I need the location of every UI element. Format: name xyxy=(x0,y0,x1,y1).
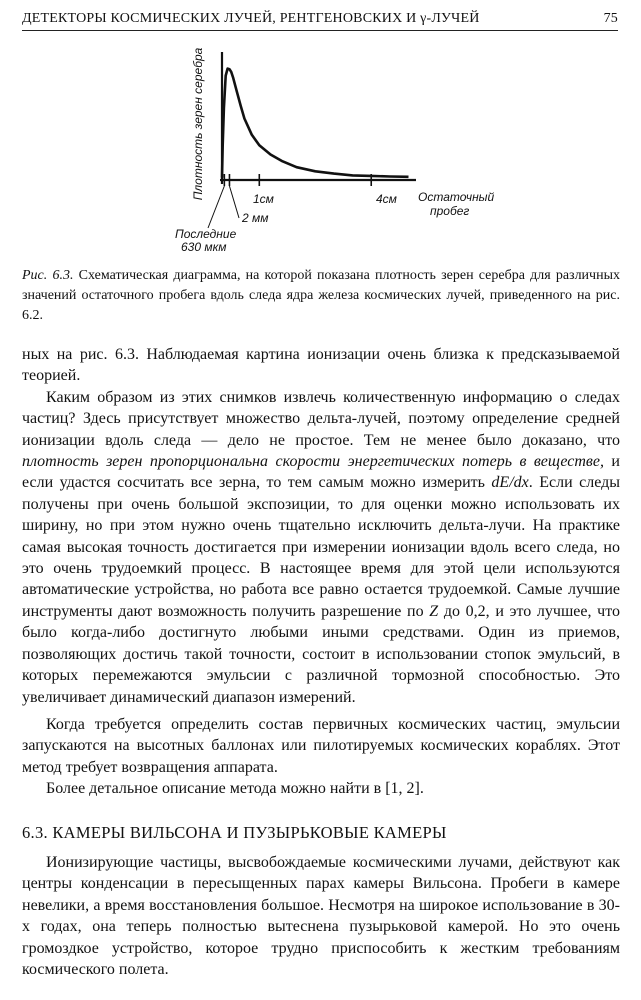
paragraph-text: ных на рис. 6.3. Наблюдаемая картина ионизации очень близка к предсказываемой теорией. xyxy=(22,346,620,385)
section-heading: 6.3. КАМЕРЫ ВИЛЬСОНА И ПУЗЫРЬКОВЫЕ КАМЕРЫ xyxy=(22,822,447,842)
page-number: 75 xyxy=(603,11,618,26)
paragraph xyxy=(22,778,620,799)
figure-caption xyxy=(22,266,620,326)
running-head-title: ДЕТЕКТОРЫ КОСМИЧЕСКИХ ЛУЧЕЙ, РЕНТГЕНОВСКИХ И γ-ЛУЧЕЙ xyxy=(22,11,480,26)
paragraph-text: и если удастся сосчитать все зерна, то тем самым можно измерить xyxy=(22,453,620,492)
paragraph-text: Когда требуется определить состав первичных космических частиц, эмульсии запускаются на высотных баллонах или пилотируемых космических кораблях. Этот метод требует возвращения аппарата. xyxy=(22,715,620,776)
annotation-poslednie: Последние xyxy=(175,227,237,241)
y-axis-label: Плотность зерен серебра xyxy=(191,47,205,201)
emphasis-text: плотность зерен пропорциональна скорости энергетических потерь в веществе, xyxy=(22,453,604,471)
formula-z: Z xyxy=(429,602,439,620)
annotation-630mkm: 630 мкм xyxy=(181,240,227,254)
paragraph-text: Более детальное описание метода можно найти в [1, 2]. xyxy=(46,780,424,798)
grain-density-chart xyxy=(150,40,510,260)
paragraph xyxy=(22,714,620,778)
leader-line-630mkm xyxy=(208,186,224,228)
body-text xyxy=(22,344,620,980)
grain-density-curve xyxy=(222,69,409,178)
tick-label-4cm: 4см xyxy=(376,192,397,206)
leader-line-2mm xyxy=(229,186,239,218)
running-head xyxy=(22,8,618,31)
paragraph-text: Ионизирующие частицы, высвобождаемые космическими лучами, действуют как центры конденсации в пересыщенных парах камеры Вильсона. Пробеги в камере невелики, а время восстановления большое. Несмотря на широкое использование в 30-х годах, она теперь полностью вытеснена пузырьковой камерой. Но это очень громоздкое устройство, которое трудно приспособить к жестким требованиям космического полета. xyxy=(22,853,620,978)
figure-caption-text: Схематическая диаграмма, на которой показана плотность зерен серебра для различных значений остаточного пробега вдоль следа ядра железа космических лучей, приведенного на рис. 6.2. xyxy=(22,268,620,323)
paragraph xyxy=(22,387,620,708)
tick-label-1cm: 1см xyxy=(253,192,274,206)
paragraph xyxy=(22,344,620,387)
paragraph-text: Каким образом из этих снимков извлечь количественную информацию о следах частиц? Здесь присутствует множество дельта-лучей, поэтому определение средней ионизации вдоль следа — дело не простое. Тем не менее было доказано, что xyxy=(22,388,620,449)
x-axis-label-probeg: пробег xyxy=(430,204,470,218)
paragraph-text: . Если следы получены при очень большой экспозиции, то для оценки можно использовать их ширину, но при этом нужно очень тщательно исключить дельта-лучи. На практике самая высокая точность достигается при измерении ионизации вдоль всего следа, но это очень трудоемкий процесс. В настоящее время для этой цели используются автоматические устройства, но работа все равно остается трудоемкой. Самые лучшие инструменты дают возможность получить разрешение по xyxy=(22,474,620,620)
paragraph xyxy=(22,852,620,980)
formula: dE/dx xyxy=(491,474,529,492)
figure-caption-label: Рис. 6.3. xyxy=(22,268,74,283)
tick-label-2mm: 2 мм xyxy=(242,211,269,225)
paragraph-text: до 0,2, и это лучшее, что было когда-либо достигнуто любыми иными средствами. Один из приемов, позволяющих достичь такой точности, состоит в использовании стопок эмульсий, в которых перемежаются эмульсии с различной тормозной способностью. Это увеличивает динамический диапазон измерений. xyxy=(22,602,621,706)
figure-6-3 xyxy=(150,40,510,260)
x-axis-label-ostatochny: Остаточный xyxy=(418,190,495,204)
